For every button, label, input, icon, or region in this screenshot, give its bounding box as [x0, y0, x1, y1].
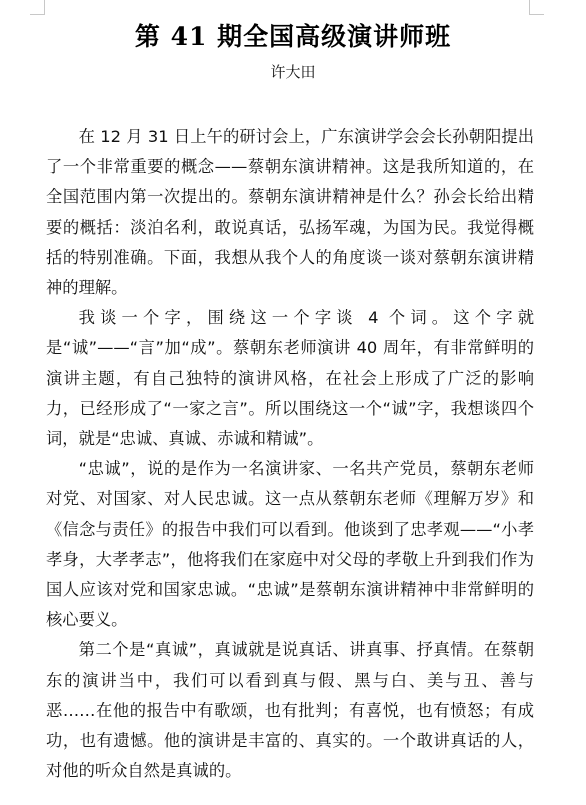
- paragraph: 第二个是“真诚”，真诚就是说真话、讲真事、抒真情。在蔡朝东的演讲当中，我们可以看到真与假、黑与白、美与丑、善与恶……在他的报告中有歌颂，也有批判；有喜悦，也有愤怒；有成功，也有遗憾。他的演讲是丰富的、真实的。一个敢讲真话的人，对他的听众自然是真诚的。: [46, 640, 534, 781]
- margin-corner-mark: [30, 0, 45, 15]
- paragraph: “忠诚”，说的是作为一名演讲家、一名共产党员，蔡朝东老师对党、对国家、对人民忠诚。这一点从蔡朝东老师《理解万岁》和《信念与责任》的报告中我们可以看到。他谈到了忠孝观——“小孝孝身，大孝孝志”，他将我们在家庭中对父母的孝敬上升到我们作为国人应该对党和国家忠诚。“忠诚”是蔡朝东演讲精神中非常鲜明的核心要义。: [46, 459, 534, 630]
- document-author: 许大田: [270, 63, 316, 81]
- paragraph: 在 12 月 31 日上午的研讨会上，广东演讲学会会长孙朝阳提出了一个非常重要的概念——蔡朝东演讲精神。这是我所知道的，在全国范围内第一次提出的。蔡朝东演讲精神是什么？孙会长给出精要的概括：淡泊名利，敢说真话，弘扬军魂，为国为民。我觉得概括的特别准确。下面，我想从我个人的角度谈一谈对蔡朝东演讲精神的理解。: [46, 127, 534, 298]
- margin-corner-mark: [529, 0, 544, 15]
- document-body: [46, 122, 534, 786]
- document-title: 第 41 期全国高级演讲师班: [134, 22, 452, 51]
- paragraph: 我谈一个字，围绕这一个字谈 4 个词。这个字就是“诚”——“言”加“成”。蔡朝东老师演讲 40 周年，有非常鲜明的演讲主题，有自己独特的演讲风格，在社会上形成了广泛的影响力，已经形成了“一家之言”。所以围绕这一个“诚”字，我想谈四个词，就是“忠诚、真诚、赤诚和精诚”。: [46, 308, 534, 449]
